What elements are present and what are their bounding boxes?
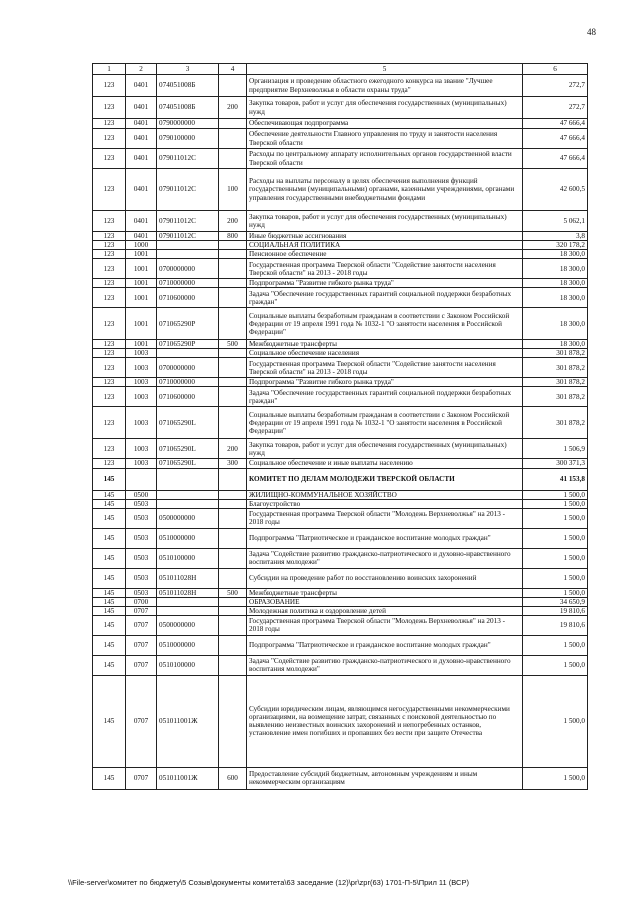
expense-type-cell: 500 [219,340,247,349]
description-cell: Социальные выплаты безработным гражданам в соответствии с Законом Российской Федерации от 19 апреля 1991 года № 1032-1 "О занятости населения в Российской Федерации" [247,407,523,439]
table-row [93,635,588,655]
target-article-cell: 0510000000 [157,528,219,548]
expense-type-cell [219,119,247,129]
section-code-cell: 1003 [126,459,157,468]
description-cell: КОМИТЕТ ПО ДЕЛАМ МОЛОДЕЖИ ТВЕРСКОЙ ОБЛАСТИ [247,468,523,490]
amount-cell: 5 062,1 [523,211,588,232]
row-code-cell: 145 [93,490,126,499]
table-row [93,288,588,308]
target-article-cell: 071065290L [157,459,219,468]
section-code-cell: 0503 [126,508,157,528]
table-header-row [93,64,588,75]
description-cell: Задача "Содействие развитию гражданско-патриотического и духовно-нравственного воспитания молодежи" [247,655,523,675]
row-code-cell: 145 [93,499,126,508]
row-code-cell: 145 [93,568,126,588]
row-code-cell: 123 [93,75,126,97]
amount-cell: 1 500,0 [523,568,588,588]
amount-cell: 1 500,0 [523,635,588,655]
amount-cell: 18 300,0 [523,279,588,288]
description-cell: Государственная программа Тверской области "Содействие занятости населения Тверской области" на 2013 - 2018 годы [247,358,523,378]
amount-cell: 18 300,0 [523,259,588,279]
row-code-cell: 145 [93,588,126,597]
target-article-cell [157,490,219,499]
table-row [93,241,588,250]
section-code-cell: 1003 [126,378,157,387]
expense-type-cell [219,606,247,615]
section-code-cell: 1001 [126,279,157,288]
section-code-cell: 1003 [126,349,157,358]
description-cell: Субсидии на проведение работ по восстановлению воинских захоронений [247,568,523,588]
target-article-cell: 051011001Ж [157,767,219,789]
section-code-cell: 1003 [126,407,157,439]
row-code-cell: 123 [93,149,126,169]
expense-type-cell [219,548,247,568]
expense-type-cell [219,655,247,675]
section-code-cell: 0401 [126,211,157,232]
expense-type-cell [219,499,247,508]
table-row [93,675,588,767]
table-row [93,358,588,378]
column-header: 6 [523,64,588,75]
table-row [93,499,588,508]
target-article-cell: 0500000000 [157,508,219,528]
budget-table [92,63,588,790]
description-cell: Государственная программа Тверской области "Содействие занятости населения Тверской области" на 2013 - 2018 годы [247,259,523,279]
amount-cell: 301 878,2 [523,349,588,358]
row-code-cell: 123 [93,407,126,439]
description-cell: Подпрограмма "Развитие гибкого рынка труда" [247,378,523,387]
target-article-cell: 0510000000 [157,635,219,655]
target-article-cell: 074051008Б [157,75,219,97]
amount-cell: 18 300,0 [523,250,588,259]
description-cell: Государственная программа Тверской области "Молодежь Верхневолжья" на 2013 - 2018 годы [247,508,523,528]
target-article-cell: 0790100000 [157,129,219,149]
description-cell: Предоставление субсидий бюджетным, автономным учреждениям и иным некоммерческим организациям [247,767,523,789]
table-row [93,279,588,288]
table-row [93,97,588,119]
target-article-cell: 0710000000 [157,279,219,288]
section-code-cell: 0401 [126,119,157,129]
expense-type-cell: 100 [219,169,247,211]
column-header: 5 [247,64,523,75]
table-row [93,767,588,789]
row-code-cell: 123 [93,232,126,241]
target-article-cell: 0710000000 [157,378,219,387]
amount-cell: 42 600,5 [523,169,588,211]
section-code-cell: 1003 [126,387,157,407]
column-header: 3 [157,64,219,75]
section-code-cell: 0401 [126,129,157,149]
target-article-cell [157,250,219,259]
amount-cell: 1 500,0 [523,490,588,499]
table-row [93,407,588,439]
section-code-cell: 0503 [126,528,157,548]
section-code-cell: 1001 [126,250,157,259]
amount-cell: 301 878,2 [523,387,588,407]
target-article-cell: 051011001Ж [157,675,219,767]
description-cell: Пенсионное обеспечение [247,250,523,259]
table-row [93,655,588,675]
row-code-cell: 123 [93,378,126,387]
target-article-cell: 0710600000 [157,288,219,308]
description-cell: Расходы на выплаты персоналу в целях обеспечения выполнения функций государственными (муниципальными) органами, казенными учреждениями, органами управления государственными внебюджетными фондами [247,169,523,211]
target-article-cell: 071065290Р [157,340,219,349]
description-cell: Субсидии юридическим лицам, являющимся негосударственными некоммерческими организациями, на возмещение затрат, связанных с поисковой деятельностью по выявлению неизвестных воинских захоронений и непогребенных останков, установление имен погибших и пропавших без вести при защите Отечества [247,675,523,767]
target-article-cell: 074051008Б [157,97,219,119]
description-cell: Закупка товаров, работ и услуг для обеспечения государственных (муниципальных) нужд [247,211,523,232]
amount-cell: 19 810,6 [523,615,588,635]
amount-cell: 320 178,2 [523,241,588,250]
expense-type-cell [219,75,247,97]
section-code-cell: 0401 [126,232,157,241]
table-row [93,129,588,149]
table-row [93,211,588,232]
section-code-cell: 0707 [126,767,157,789]
expense-type-cell [219,508,247,528]
expense-type-cell: 200 [219,439,247,459]
section-code-cell: 0503 [126,499,157,508]
table-row [93,169,588,211]
row-code-cell: 123 [93,340,126,349]
amount-cell: 272,7 [523,75,588,97]
description-cell: Межбюджетные трансферты [247,588,523,597]
expense-type-cell: 300 [219,459,247,468]
table-row [93,232,588,241]
row-code-cell: 123 [93,97,126,119]
target-article-cell [157,468,219,490]
amount-cell: 1 500,0 [523,499,588,508]
row-code-cell: 145 [93,528,126,548]
description-cell: Закупка товаров, работ и услуг для обеспечения государственных (муниципальных) нужд [247,439,523,459]
description-cell: Обеспечивающая подпрограмма [247,119,523,129]
table-row [93,250,588,259]
description-cell: Подпрограмма "Патриотическое и гражданское воспитание молодых граждан" [247,528,523,548]
table-row [93,75,588,97]
section-code-cell [126,468,157,490]
table-row [93,597,588,606]
row-code-cell: 123 [93,349,126,358]
target-article-cell: 079011012С [157,211,219,232]
table-row [93,259,588,279]
table-row [93,548,588,568]
target-article-cell: 071065290L [157,439,219,459]
section-code-cell: 1003 [126,439,157,459]
amount-cell: 1 500,0 [523,588,588,597]
table-row [93,459,588,468]
amount-cell: 47 666,4 [523,119,588,129]
amount-cell: 18 300,0 [523,308,588,340]
target-article-cell: 0710600000 [157,387,219,407]
amount-cell: 300 371,3 [523,459,588,468]
expense-type-cell: 800 [219,232,247,241]
table-row [93,340,588,349]
section-code-cell: 1000 [126,241,157,250]
page-number: 48 [587,27,596,37]
row-code-cell: 123 [93,119,126,129]
amount-cell: 18 300,0 [523,340,588,349]
description-cell: Задача "Содействие развитию гражданско-патриотического и духовно-нравственного воспитания молодежи" [247,548,523,568]
target-article-cell: 0500000000 [157,615,219,635]
amount-cell: 47 666,4 [523,129,588,149]
description-cell: Социальные выплаты безработным гражданам в соответствии с Законом Российской Федерации от 19 апреля 1991 года № 1032-1 "О занятости населения в Российской Федерации" [247,308,523,340]
expense-type-cell [219,308,247,340]
description-cell: Благоустройство [247,499,523,508]
expense-type-cell [219,387,247,407]
amount-cell: 41 153,8 [523,468,588,490]
row-code-cell: 123 [93,439,126,459]
expense-type-cell [219,358,247,378]
description-cell: Социальное обеспечение и иные выплаты населению [247,459,523,468]
table-row [93,588,588,597]
amount-cell: 34 650,9 [523,597,588,606]
target-article-cell: 0790000000 [157,119,219,129]
target-article-cell [157,241,219,250]
row-code-cell: 145 [93,597,126,606]
row-code-cell: 123 [93,129,126,149]
expense-type-cell [219,528,247,548]
target-article-cell: 051011028Н [157,588,219,597]
amount-cell: 18 300,0 [523,288,588,308]
amount-cell: 3,8 [523,232,588,241]
expense-type-cell: 600 [219,767,247,789]
expense-type-cell [219,597,247,606]
target-article-cell: 079011012С [157,232,219,241]
description-cell: Обеспечение деятельности Главного управления по труду и занятости населения Тверской области [247,129,523,149]
amount-cell: 272,7 [523,97,588,119]
table-row [93,378,588,387]
description-cell: ЖИЛИЩНО-КОММУНАЛЬНОЕ ХОЗЯЙСТВО [247,490,523,499]
table-row [93,119,588,129]
expense-type-cell [219,675,247,767]
row-code-cell: 123 [93,250,126,259]
row-code-cell: 123 [93,387,126,407]
target-article-cell: 051011028Н [157,568,219,588]
section-code-cell: 0707 [126,635,157,655]
expense-type-cell [219,568,247,588]
row-code-cell: 145 [93,675,126,767]
expense-type-cell [219,635,247,655]
row-code-cell: 123 [93,308,126,340]
section-code-cell: 1001 [126,259,157,279]
expense-type-cell [219,288,247,308]
table-row [93,606,588,615]
expense-type-cell [219,250,247,259]
description-cell: Государственная программа Тверской области "Молодежь Верхневолжья" на 2013 - 2018 годы [247,615,523,635]
section-code-cell: 0707 [126,675,157,767]
expense-type-cell [219,241,247,250]
target-article-cell: 0700000000 [157,259,219,279]
row-code-cell: 123 [93,288,126,308]
table-row [93,468,588,490]
row-code-cell: 123 [93,169,126,211]
table-row [93,387,588,407]
amount-cell: 1 500,0 [523,675,588,767]
amount-cell: 301 878,2 [523,378,588,387]
description-cell: Закупка товаров, работ и услуг для обеспечения государственных (муниципальных) нужд [247,97,523,119]
amount-cell: 1 500,0 [523,528,588,548]
row-code-cell: 145 [93,635,126,655]
table-row [93,308,588,340]
row-code-cell: 123 [93,358,126,378]
target-article-cell [157,499,219,508]
amount-cell: 1 500,0 [523,767,588,789]
section-code-cell: 0401 [126,169,157,211]
amount-cell: 19 810,6 [523,606,588,615]
expense-type-cell [219,349,247,358]
expense-type-cell [219,615,247,635]
amount-cell: 301 878,2 [523,358,588,378]
target-article-cell: 0510100000 [157,548,219,568]
row-code-cell: 145 [93,767,126,789]
section-code-cell: 1001 [126,288,157,308]
section-code-cell: 0707 [126,655,157,675]
target-article-cell: 0510100000 [157,655,219,675]
row-code-cell: 145 [93,606,126,615]
description-cell: Подпрограмма "Развитие гибкого рынка труда" [247,279,523,288]
description-cell: Социальное обеспечение населения [247,349,523,358]
row-code-cell: 123 [93,279,126,288]
section-code-cell: 0401 [126,75,157,97]
section-code-cell: 0401 [126,97,157,119]
section-code-cell: 0503 [126,588,157,597]
table-row [93,490,588,499]
column-header: 4 [219,64,247,75]
expense-type-cell [219,468,247,490]
amount-cell: 1 500,0 [523,508,588,528]
row-code-cell: 123 [93,241,126,250]
target-article-cell [157,349,219,358]
expense-type-cell: 200 [219,97,247,119]
target-article-cell: 0700000000 [157,358,219,378]
expense-type-cell [219,407,247,439]
description-cell: Организация и проведение областного ежегодного конкурса на звание "Лучшее предприятие Верхневолжья в области охраны труда" [247,75,523,97]
target-article-cell: 071065290L [157,407,219,439]
amount-cell: 1 500,0 [523,548,588,568]
table-row [93,615,588,635]
file-path-footer: \\File-server\комитет по бюджету\5 Созыв\документы комитета\63 заседание (12)\pr\zpr(63) 1701-П-5\Прил 11 (ВСР) [68,878,469,887]
row-code-cell: 145 [93,548,126,568]
section-code-cell: 0401 [126,149,157,169]
description-cell: ОБРАЗОВАНИЕ [247,597,523,606]
expense-type-cell [219,259,247,279]
expense-type-cell: 200 [219,211,247,232]
table-row [93,508,588,528]
table-row [93,528,588,548]
amount-cell: 1 506,9 [523,439,588,459]
description-cell: Задача "Обеспечение государственных гарантий социальной поддержки безработных граждан" [247,387,523,407]
table-row [93,568,588,588]
target-article-cell [157,606,219,615]
section-code-cell: 0707 [126,615,157,635]
amount-cell: 1 500,0 [523,655,588,675]
amount-cell: 301 878,2 [523,407,588,439]
target-article-cell: 079011012С [157,149,219,169]
expense-type-cell [219,149,247,169]
section-code-cell: 1001 [126,340,157,349]
section-code-cell: 0500 [126,490,157,499]
row-code-cell: 123 [93,211,126,232]
row-code-cell: 123 [93,459,126,468]
section-code-cell: 0707 [126,606,157,615]
description-cell: Расходы по центральному аппарату исполнительных органов государственной власти Тверской области [247,149,523,169]
table-body [93,75,588,790]
row-code-cell: 145 [93,508,126,528]
description-cell: Межбюджетные трансферты [247,340,523,349]
column-header: 1 [93,64,126,75]
row-code-cell: 123 [93,259,126,279]
section-code-cell: 0503 [126,548,157,568]
expense-type-cell [219,129,247,149]
row-code-cell: 145 [93,655,126,675]
section-code-cell: 1001 [126,308,157,340]
expense-type-cell: 500 [219,588,247,597]
target-article-cell [157,597,219,606]
table-row [93,349,588,358]
description-cell: Молодежная политика и оздоровление детей [247,606,523,615]
description-cell: Задача "Обеспечение государственных гарантий социальной поддержки безработных граждан" [247,288,523,308]
section-code-cell: 0700 [126,597,157,606]
column-header: 2 [126,64,157,75]
row-code-cell: 145 [93,615,126,635]
description-cell: Иные бюджетные ассигнования [247,232,523,241]
target-article-cell: 079011012С [157,169,219,211]
table-row [93,439,588,459]
section-code-cell: 1003 [126,358,157,378]
description-cell: СОЦИАЛЬНАЯ ПОЛИТИКА [247,241,523,250]
amount-cell: 47 666,4 [523,149,588,169]
expense-type-cell [219,279,247,288]
section-code-cell: 0503 [126,568,157,588]
target-article-cell: 071065290Р [157,308,219,340]
expense-type-cell [219,378,247,387]
description-cell: Подпрограмма "Патриотическое и гражданское воспитание молодых граждан" [247,635,523,655]
expense-type-cell [219,490,247,499]
table-row [93,149,588,169]
row-code-cell: 145 [93,468,126,490]
